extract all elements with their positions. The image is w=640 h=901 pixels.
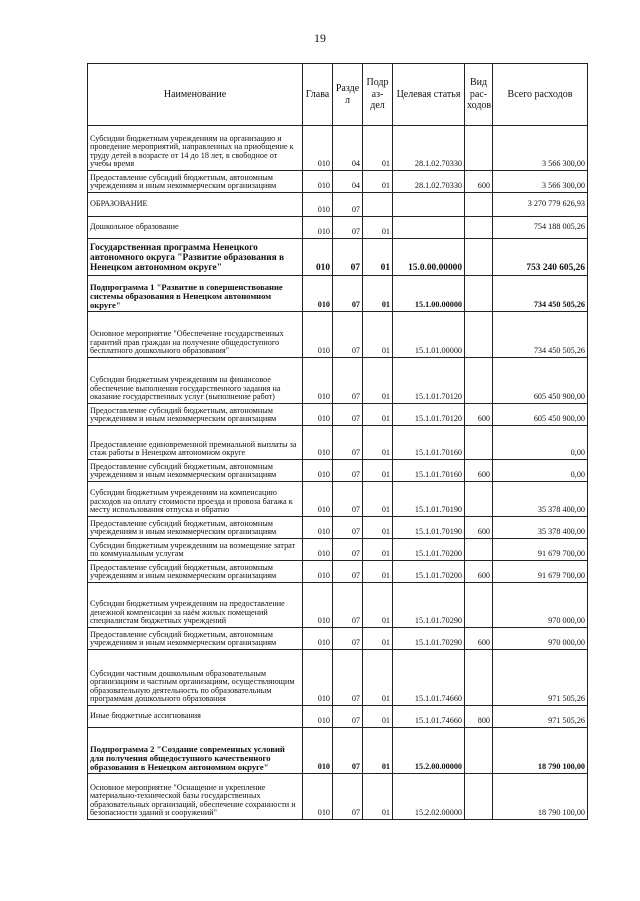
column-header-total: Всего расходов	[493, 64, 588, 126]
row-total: 0,00	[493, 460, 588, 482]
row-total: 971 505,26	[493, 706, 588, 728]
row-name: Предоставление субсидий бюджетным, автономным учреждениям и иным некоммерческим организациям	[88, 628, 303, 650]
row-total: 970 000,00	[493, 628, 588, 650]
table-row	[88, 404, 588, 426]
row-chapter: 010	[303, 561, 333, 583]
row-section: 07	[333, 276, 363, 312]
table-row	[88, 583, 588, 628]
row-chapter: 010	[303, 517, 333, 539]
row-kind: 600	[465, 460, 493, 482]
table-row	[88, 426, 588, 460]
row-name: Предоставление субсидий бюджетным, автономным учреждениям и иным некоммерческим организациям	[88, 460, 303, 482]
row-subsection: 01	[363, 628, 393, 650]
row-section: 07	[333, 706, 363, 728]
row-section: 07	[333, 482, 363, 517]
row-name: Субсидии бюджетным учреждениям на возмещение затрат по коммунальным услугам	[88, 539, 303, 561]
column-header-chapter: Глава	[303, 64, 333, 126]
row-name: Субсидии бюджетным учреждениям на компенсацию расходов на оплату стоимости проезда и провоза багажа к месту использования отпуска и обратно	[88, 482, 303, 517]
row-target: 15.1.01.00000	[393, 312, 465, 358]
row-chapter: 010	[303, 706, 333, 728]
row-chapter: 010	[303, 312, 333, 358]
row-target: 15.1.01.70160	[393, 426, 465, 460]
row-subsection: 01	[363, 217, 393, 239]
table-row	[88, 312, 588, 358]
row-chapter: 010	[303, 482, 333, 517]
row-total: 0,00	[493, 426, 588, 460]
row-total: 605 450 900,00	[493, 358, 588, 404]
row-kind	[465, 774, 493, 820]
table-row	[88, 358, 588, 404]
row-kind	[465, 276, 493, 312]
row-kind	[465, 126, 493, 171]
table-row	[88, 239, 588, 276]
row-section: 07	[333, 517, 363, 539]
row-chapter: 010	[303, 171, 333, 193]
row-section: 07	[333, 539, 363, 561]
row-target: 15.0.00.00000	[393, 239, 465, 276]
table-row	[88, 126, 588, 171]
column-header-target: Целевая статья	[393, 64, 465, 126]
row-chapter: 010	[303, 193, 333, 217]
row-chapter: 010	[303, 628, 333, 650]
row-name: Субсидии бюджетным учреждениям на финансовое обеспечение выполнения государственного задания на оказание государственных услуг (выполнение работ)	[88, 358, 303, 404]
row-total: 3 566 300,00	[493, 171, 588, 193]
row-chapter: 010	[303, 650, 333, 706]
row-total: 91 679 700,00	[493, 561, 588, 583]
row-subsection: 01	[363, 561, 393, 583]
row-name: Субсидии частным дошкольным образовательным организациям и частным организациям, осуществляющим образовательную деятельность по образовательным программам дошкольного образования	[88, 650, 303, 706]
row-chapter: 010	[303, 404, 333, 426]
row-target: 28.1.02.70330	[393, 171, 465, 193]
row-section: 07	[333, 628, 363, 650]
row-subsection: 01	[363, 482, 393, 517]
row-total: 734 450 505,26	[493, 276, 588, 312]
row-chapter: 010	[303, 239, 333, 276]
row-subsection: 01	[363, 774, 393, 820]
row-name: ОБРАЗОВАНИЕ	[88, 193, 303, 217]
row-kind	[465, 193, 493, 217]
row-total: 970 000,00	[493, 583, 588, 628]
row-target	[393, 217, 465, 239]
row-target: 15.1.01.70120	[393, 404, 465, 426]
row-name: Субсидии бюджетным учреждениям на организацию и проведение мероприятий, направленных на приобщение к труду детей в возрасте от 14 до 18 лет, в свободное от учебы время	[88, 126, 303, 171]
row-subsection: 01	[363, 650, 393, 706]
row-section: 07	[333, 426, 363, 460]
row-target: 15.1.01.70290	[393, 583, 465, 628]
row-kind: 600	[465, 517, 493, 539]
row-kind	[465, 426, 493, 460]
row-kind	[465, 728, 493, 774]
row-kind: 600	[465, 561, 493, 583]
row-kind	[465, 650, 493, 706]
row-target: 15.1.01.70190	[393, 482, 465, 517]
row-name: Предоставление единовременной премиальной выплаты за стаж работы в Ненецком автономном округе	[88, 426, 303, 460]
row-subsection: 01	[363, 706, 393, 728]
row-kind	[465, 312, 493, 358]
row-section: 07	[333, 650, 363, 706]
row-target: 15.2.02.00000	[393, 774, 465, 820]
row-subsection: 01	[363, 460, 393, 482]
row-section: 07	[333, 561, 363, 583]
row-name: Предоставление субсидий бюджетным, автономным учреждениям и иным некоммерческим организациям	[88, 171, 303, 193]
table-row	[88, 517, 588, 539]
row-subsection: 01	[363, 276, 393, 312]
row-subsection: 01	[363, 426, 393, 460]
table-row	[88, 706, 588, 728]
row-section: 07	[333, 239, 363, 276]
row-target: 15.1.01.70200	[393, 539, 465, 561]
row-name: Государственная программа Ненецкого автономного округа "Развитие образования в Ненецком автономном округе"	[88, 239, 303, 276]
row-section: 07	[333, 312, 363, 358]
row-total: 18 790 100,00	[493, 774, 588, 820]
row-chapter: 010	[303, 539, 333, 561]
row-target: 15.1.01.70290	[393, 628, 465, 650]
table-row	[88, 628, 588, 650]
column-header-subsection: Подр аз- дел	[363, 64, 393, 126]
row-subsection: 01	[363, 312, 393, 358]
table-row	[88, 171, 588, 193]
page-number: 19	[314, 31, 326, 45]
row-subsection	[363, 193, 393, 217]
row-target: 15.1.01.70190	[393, 517, 465, 539]
table-row	[88, 460, 588, 482]
table-row	[88, 217, 588, 239]
row-total: 35 378 400,00	[493, 482, 588, 517]
row-chapter: 010	[303, 358, 333, 404]
row-total: 35 378 400,00	[493, 517, 588, 539]
row-name: Предоставление субсидий бюджетным, автономным учреждениям и иным некоммерческим организациям	[88, 404, 303, 426]
row-kind	[465, 539, 493, 561]
row-total: 753 240 605,26	[493, 239, 588, 276]
table-row	[88, 728, 588, 774]
table-row	[88, 276, 588, 312]
row-subsection: 01	[363, 404, 393, 426]
budget-table	[87, 63, 588, 820]
row-subsection: 01	[363, 539, 393, 561]
table-row	[88, 193, 588, 217]
row-name: Основное мероприятие "Обеспечение государственных гарантий прав граждан на получение общедоступного бесплатного дошкольного образования"	[88, 312, 303, 358]
table-header-row	[88, 64, 588, 126]
row-subsection: 01	[363, 583, 393, 628]
table-row	[88, 482, 588, 517]
row-name: Подпрограмма 2 "Создание современных условий для получения общедоступного качественного образования в Ненецком автономном округе"	[88, 728, 303, 774]
row-total: 3 566 300,00	[493, 126, 588, 171]
row-subsection: 01	[363, 239, 393, 276]
table-row	[88, 561, 588, 583]
row-target: 15.1.00.00000	[393, 276, 465, 312]
row-section: 04	[333, 126, 363, 171]
row-target: 15.1.01.70200	[393, 561, 465, 583]
row-section: 07	[333, 193, 363, 217]
row-target: 15.1.01.70160	[393, 460, 465, 482]
row-target: 28.1.02.70330	[393, 126, 465, 171]
row-name: Предоставление субсидий бюджетным, автономным учреждениям и иным некоммерческим организациям	[88, 561, 303, 583]
row-section: 07	[333, 217, 363, 239]
column-header-section: Разде л	[333, 64, 363, 126]
row-chapter: 010	[303, 217, 333, 239]
row-kind: 600	[465, 404, 493, 426]
row-section: 07	[333, 583, 363, 628]
row-name: Иные бюджетные ассигнования	[88, 706, 303, 728]
row-chapter: 010	[303, 774, 333, 820]
row-target	[393, 193, 465, 217]
row-subsection: 01	[363, 728, 393, 774]
row-kind	[465, 583, 493, 628]
row-total: 3 270 779 626,93	[493, 193, 588, 217]
row-chapter: 010	[303, 426, 333, 460]
column-header-kind: Вид рас- ходов	[465, 64, 493, 126]
row-name: Предоставление субсидий бюджетным, автономным учреждениям и иным некоммерческим организациям	[88, 517, 303, 539]
row-kind	[465, 358, 493, 404]
row-subsection: 01	[363, 517, 393, 539]
row-subsection: 01	[363, 126, 393, 171]
row-chapter: 010	[303, 126, 333, 171]
column-header-name: Наименование	[88, 64, 303, 126]
row-chapter: 010	[303, 583, 333, 628]
row-section: 07	[333, 358, 363, 404]
row-total: 605 450 900,00	[493, 404, 588, 426]
row-chapter: 010	[303, 276, 333, 312]
row-kind: 600	[465, 628, 493, 650]
row-target: 15.1.01.74660	[393, 706, 465, 728]
row-kind: 800	[465, 706, 493, 728]
row-section: 07	[333, 774, 363, 820]
table-row	[88, 539, 588, 561]
row-kind	[465, 239, 493, 276]
row-name: Основное мероприятие "Оснащение и укрепление материально-технической базы государственных образовательных организаций, обеспечение сохранности и безопасности зданий и сооружений"	[88, 774, 303, 820]
row-total: 971 505,26	[493, 650, 588, 706]
row-target: 15.1.01.70120	[393, 358, 465, 404]
row-kind	[465, 217, 493, 239]
row-section: 04	[333, 171, 363, 193]
table-row	[88, 774, 588, 820]
row-name: Субсидии бюджетным учреждениям на предоставление денежной компенсации за наём жилых помещений специалистам бюджетных учреждений	[88, 583, 303, 628]
row-name: Подпрограмма 1 "Развитие и совершенствование системы образования в Ненецком автономном округе"	[88, 276, 303, 312]
row-chapter: 010	[303, 460, 333, 482]
row-target: 15.2.00.00000	[393, 728, 465, 774]
row-subsection: 01	[363, 171, 393, 193]
row-total: 18 790 100,00	[493, 728, 588, 774]
row-chapter: 010	[303, 728, 333, 774]
row-total: 91 679 700,00	[493, 539, 588, 561]
row-subsection: 01	[363, 358, 393, 404]
row-total: 754 188 005,26	[493, 217, 588, 239]
row-name: Дошкольное образование	[88, 217, 303, 239]
row-target: 15.1.01.74660	[393, 650, 465, 706]
row-kind	[465, 482, 493, 517]
row-kind: 600	[465, 171, 493, 193]
row-section: 07	[333, 460, 363, 482]
table-row	[88, 650, 588, 706]
row-total: 734 450 505,26	[493, 312, 588, 358]
row-section: 07	[333, 728, 363, 774]
row-section: 07	[333, 404, 363, 426]
